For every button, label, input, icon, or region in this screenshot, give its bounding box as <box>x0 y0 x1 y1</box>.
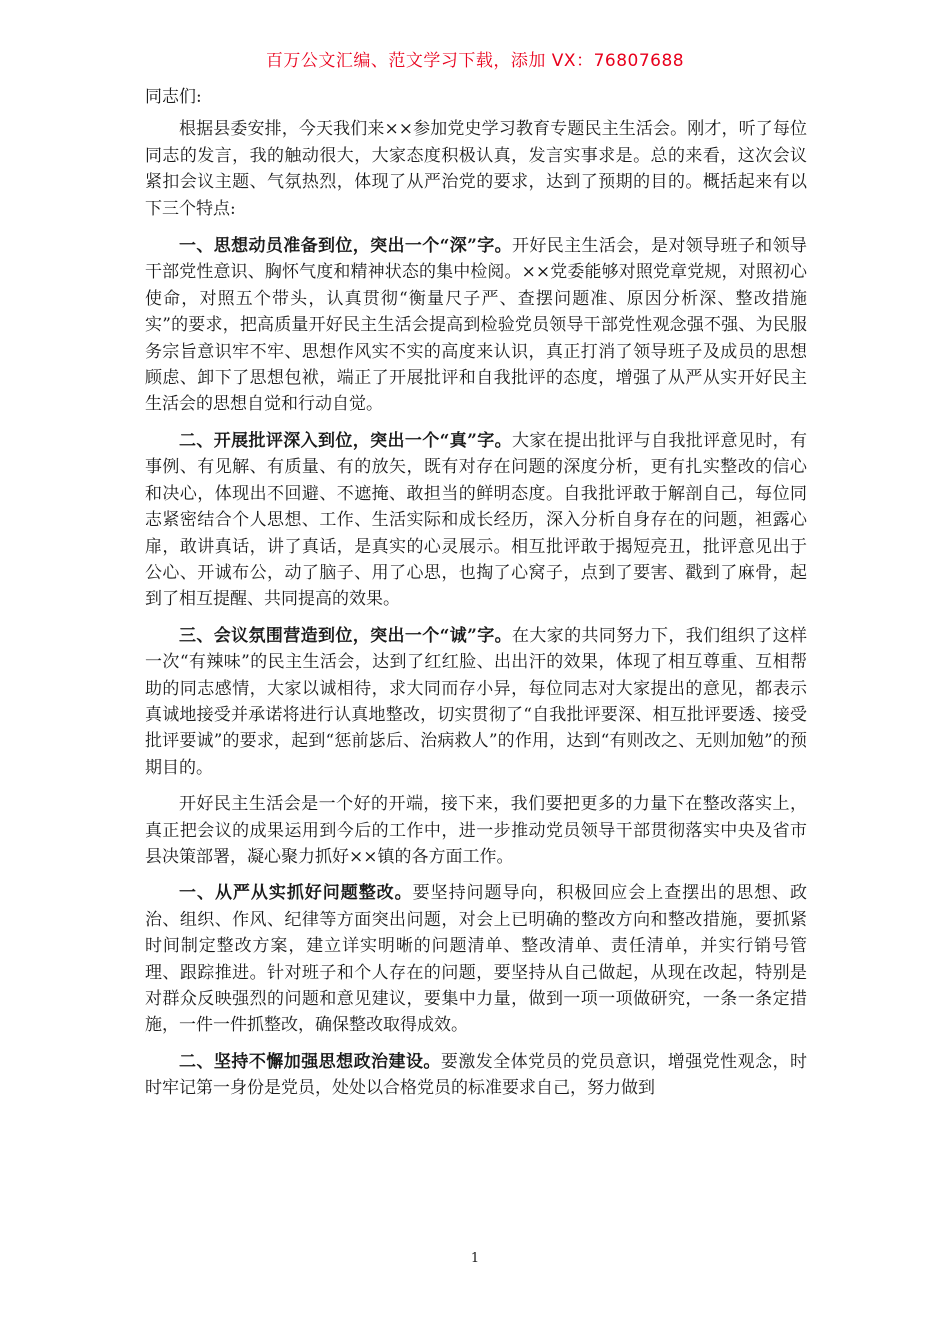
point-heading-2: 二、开展批评深入到位，突出一个“真”字。 <box>179 430 513 451</box>
requirement-text-1: 要坚持问题导向，积极回应会上查摆出的思想、政治、组织、作风、纪律等方面突出问题，对会上已明确的整改方向和整改措施，要抓紧时间制定整改方案，建立详实明晰的问题清单、整改清单、责任清单，并实行销号管理、跟踪推进。针对班子和个人存在的问题，要坚持从自己做起，从现在改起，特别是对群众反映强烈的问题和意见建议，要集中力量，做到一项一项做研究，一条一条定措施，一件一件抓整改，确保整改取得成效。 <box>145 883 808 1036</box>
header-banner: 百万公文汇编、范文学习下载，添加 VX：76807688 <box>265 51 685 71</box>
salutation: 同志们: <box>145 87 202 107</box>
point-paragraph-3 <box>145 623 807 781</box>
point-heading-3: 三、会议氛围营造到位，突出一个“诚”字。 <box>179 625 513 646</box>
requirement-paragraph-1 <box>145 880 807 1038</box>
requirement-paragraph-2 <box>145 1049 807 1102</box>
requirement-heading-1: 一、从严从实抓好问题整改。 <box>179 883 413 904</box>
document-body <box>145 84 807 1112</box>
transition-paragraph: 开好民主生活会是一个好的开端，接下来，我们要把更多的力量下在整改落实上，真正把会议的成果运用到今后的工作中，进一步推动党员领导干部贯彻落实中央及省市县决策部署，凝心聚力抓好××镇的各方面工作。 <box>145 794 807 867</box>
intro-paragraph: 根据县委安排，今天我们来××参加党史学习教育专题民主生活会。刚才，听了每位同志的发言，我的触动很大，大家态度积极认真，发言实事求是。总的来看，这次会议紧扣会议主题、气氛热烈，体现了从严治党的要求，达到了预期的目的。概括起来有以下三个特点: <box>145 119 807 219</box>
requirement-text-2: 要激发全体党员的党员意识，增强党性观念，时时牢记第一身份是党员，处处以合格党员的标准要求自己，努力做到 <box>145 1051 808 1099</box>
point-heading-1: 一、思想动员准备到位，突出一个“深”字。 <box>179 236 513 257</box>
point-paragraph-2 <box>145 428 807 613</box>
point-text-2: 大家在提出批评与自我批评意见时，有事例、有见解、有质量、有的放矢，既有对存在问题的深度分析，更有扎实整改的信心和决心，体现出不回避、不遮掩、敢担当的鲜明态度。自我批评敢于解剖自己，每位同志紧密结合个人思想、工作、生活实际和成长经历，深入分析自身存在的问题，袒露心扉，敢讲真话，讲了真话，是真实的心灵展示。相互批评敢于揭短亮丑，批评意见出于公心、开诚布公，动了脑子、用了心思，也掏了心窝子，点到了要害、戳到了麻骨，起到了相互提醒、共同提高的效果。 <box>145 430 808 610</box>
point-paragraph-1 <box>145 233 807 418</box>
requirement-heading-2: 二、坚持不懈加强思想政治建设。 <box>179 1051 441 1072</box>
point-text-3: 在大家的共同努力下，我们组织了这样一次“有辣味”的民主生活会，达到了红红脸、出出汗的效果，体现了相互尊重、互相帮助的同志感情，大家以诚相待，求大同而存小异，每位同志对大家提出的意见，都表示真诚地接受并承诺将进行认真地整改，切实贯彻了“自我批评要深、相互批评要透、接受批评要诚”的要求，起到“惩前毖后、治病救人”的作用，达到“有则改之、无则加勉”的预期目的。 <box>145 625 808 778</box>
point-text-1: 开好民主生活会，是对领导班子和领导干部党性意识、胸怀气度和精神状态的集中检阅。××党委能够对照党章党规，对照初心使命，对照五个带头，认真贯彻“衡量尺子严、查摆问题准、原因分析深、整改措施实”的要求，把高质量开好民主生活会提高到检验党员领导干部党性观念强不强、为民服务宗旨意识牢不牢、思想作风实不实的高度来认识，真正打消了领导班子及成员的思想顾虑、卸下了思想包袱，端正了开展批评和自我批评的态度，增强了从严从实开好民主生活会的思想自觉和行动自觉。 <box>145 236 808 415</box>
page-number: 1 <box>470 1251 480 1266</box>
